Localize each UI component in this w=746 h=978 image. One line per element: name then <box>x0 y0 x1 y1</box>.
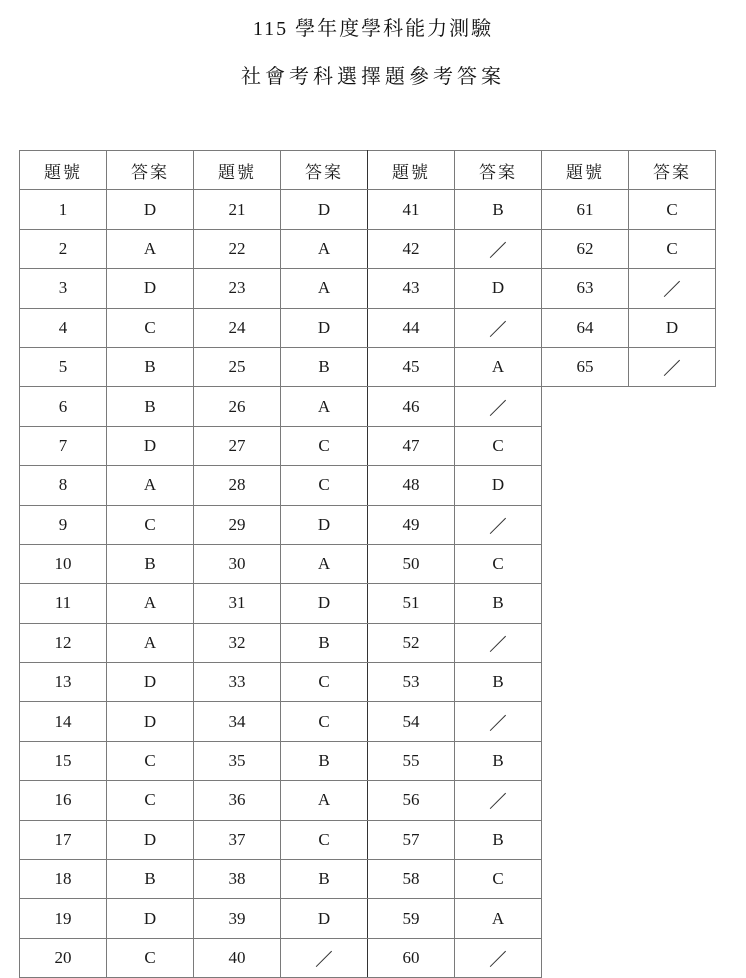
question-number-cell: 21 <box>194 190 281 229</box>
question-number-cell: 13 <box>20 663 107 702</box>
question-number-cell: 1 <box>20 190 107 229</box>
question-number-cell: 29 <box>194 505 281 544</box>
answer-cell: B <box>281 741 368 780</box>
question-number-cell: 50 <box>368 544 455 583</box>
answer-cell: D <box>455 269 542 308</box>
answer-cell: A <box>281 269 368 308</box>
table-row <box>20 544 716 583</box>
empty-cell <box>542 387 629 426</box>
question-number-cell: 8 <box>20 466 107 505</box>
answer-cell: B <box>107 347 194 386</box>
question-number-cell: 32 <box>194 623 281 662</box>
answer-cell: A <box>281 544 368 583</box>
empty-cell <box>542 544 629 583</box>
empty-cell <box>629 899 716 938</box>
no-answer-slash-icon <box>316 950 332 968</box>
question-number-cell: 51 <box>368 584 455 623</box>
empty-cell <box>542 702 629 741</box>
question-number-cell: 17 <box>20 820 107 859</box>
answer-cell: B <box>455 741 542 780</box>
table-row <box>20 584 716 623</box>
answer-cell: C <box>629 190 716 229</box>
question-number-cell: 33 <box>194 663 281 702</box>
answer-cell: D <box>107 899 194 938</box>
header-question-number: 題號 <box>542 151 629 190</box>
answer-cell: C <box>455 860 542 899</box>
question-number-cell: 7 <box>20 426 107 465</box>
answer-cell: B <box>455 584 542 623</box>
answer-cell <box>455 308 542 347</box>
question-number-cell: 11 <box>20 584 107 623</box>
no-answer-slash-icon <box>664 359 680 377</box>
table-row <box>20 899 716 938</box>
answer-cell: B <box>455 190 542 229</box>
empty-cell <box>629 860 716 899</box>
answer-cell: B <box>107 544 194 583</box>
answer-cell: D <box>281 505 368 544</box>
empty-cell <box>629 702 716 741</box>
no-answer-slash-icon <box>490 399 506 417</box>
document-title: 115 學年度學科能力測驗 <box>252 18 494 40</box>
question-number-cell: 57 <box>368 820 455 859</box>
table-row <box>20 190 716 229</box>
answer-key-table <box>19 150 716 978</box>
question-number-cell: 35 <box>194 741 281 780</box>
answer-cell: D <box>107 702 194 741</box>
question-number-cell: 56 <box>368 781 455 820</box>
no-answer-slash-icon <box>490 320 506 338</box>
question-number-cell: 6 <box>20 387 107 426</box>
answer-cell: C <box>107 781 194 820</box>
answer-cell: D <box>281 899 368 938</box>
question-number-cell: 22 <box>194 229 281 268</box>
empty-cell <box>629 741 716 780</box>
question-number-cell: 62 <box>542 229 629 268</box>
question-number-cell: 48 <box>368 466 455 505</box>
answer-cell: C <box>107 308 194 347</box>
question-number-cell: 18 <box>20 860 107 899</box>
question-number-cell: 14 <box>20 702 107 741</box>
empty-cell <box>542 663 629 702</box>
empty-cell <box>542 466 629 505</box>
empty-cell <box>629 623 716 662</box>
question-number-cell: 24 <box>194 308 281 347</box>
answer-cell: A <box>107 466 194 505</box>
table-row <box>20 466 716 505</box>
no-answer-slash-icon <box>664 280 680 298</box>
question-number-cell: 53 <box>368 663 455 702</box>
answer-cell: C <box>281 663 368 702</box>
question-number-cell: 55 <box>368 741 455 780</box>
question-number-cell: 26 <box>194 387 281 426</box>
answer-cell: C <box>281 466 368 505</box>
answer-cell: D <box>107 426 194 465</box>
question-number-cell: 25 <box>194 347 281 386</box>
answer-cell: D <box>455 466 542 505</box>
question-number-cell: 36 <box>194 781 281 820</box>
answer-cell: A <box>281 387 368 426</box>
empty-cell <box>629 387 716 426</box>
table-row <box>20 505 716 544</box>
answer-cell: C <box>455 426 542 465</box>
answer-cell: D <box>281 308 368 347</box>
answer-cell: C <box>107 505 194 544</box>
empty-cell <box>542 820 629 859</box>
question-number-cell: 44 <box>368 308 455 347</box>
answer-cell <box>455 702 542 741</box>
no-answer-slash-icon <box>490 635 506 653</box>
answer-cell: B <box>281 347 368 386</box>
table-row <box>20 269 716 308</box>
answer-cell <box>629 347 716 386</box>
question-number-cell: 42 <box>368 229 455 268</box>
empty-cell <box>629 820 716 859</box>
answer-cell: A <box>107 584 194 623</box>
answer-cell: B <box>455 663 542 702</box>
empty-cell <box>542 505 629 544</box>
answer-cell: C <box>281 820 368 859</box>
question-number-cell: 40 <box>194 938 281 977</box>
question-number-cell: 2 <box>20 229 107 268</box>
answer-cell: A <box>455 347 542 386</box>
answer-cell: D <box>107 190 194 229</box>
answer-cell: B <box>455 820 542 859</box>
answer-cell: D <box>629 308 716 347</box>
question-number-cell: 28 <box>194 466 281 505</box>
question-number-cell: 31 <box>194 584 281 623</box>
question-number-cell: 9 <box>20 505 107 544</box>
answer-cell: B <box>107 387 194 426</box>
question-number-cell: 60 <box>368 938 455 977</box>
table-row <box>20 347 716 386</box>
question-number-cell: 10 <box>20 544 107 583</box>
question-number-cell: 4 <box>20 308 107 347</box>
header-question-number: 題號 <box>20 151 107 190</box>
no-answer-slash-icon <box>490 950 506 968</box>
answer-cell <box>629 269 716 308</box>
question-number-cell: 64 <box>542 308 629 347</box>
empty-cell <box>542 860 629 899</box>
answer-cell <box>455 387 542 426</box>
answer-cell: C <box>107 741 194 780</box>
empty-cell <box>542 938 629 977</box>
empty-cell <box>542 623 629 662</box>
answer-cell: B <box>107 860 194 899</box>
document-subtitle: 社會考科選擇題參考答案 <box>241 66 505 88</box>
answer-cell <box>455 781 542 820</box>
question-number-cell: 46 <box>368 387 455 426</box>
answer-cell: C <box>455 544 542 583</box>
question-number-cell: 3 <box>20 269 107 308</box>
header-question-number: 題號 <box>194 151 281 190</box>
header-answer: 答案 <box>629 151 716 190</box>
table-row <box>20 308 716 347</box>
question-number-cell: 5 <box>20 347 107 386</box>
question-number-cell: 15 <box>20 741 107 780</box>
empty-cell <box>629 938 716 977</box>
question-number-cell: 12 <box>20 623 107 662</box>
question-number-cell: 16 <box>20 781 107 820</box>
question-number-cell: 52 <box>368 623 455 662</box>
question-number-cell: 63 <box>542 269 629 308</box>
answer-cell <box>455 938 542 977</box>
answer-cell <box>455 505 542 544</box>
empty-cell <box>542 899 629 938</box>
answer-cell: B <box>281 860 368 899</box>
empty-cell <box>542 781 629 820</box>
answer-cell: D <box>107 663 194 702</box>
empty-cell <box>542 584 629 623</box>
empty-cell <box>629 544 716 583</box>
answer-cell: D <box>107 269 194 308</box>
table-row <box>20 663 716 702</box>
question-number-cell: 58 <box>368 860 455 899</box>
table-row <box>20 938 716 977</box>
question-number-cell: 41 <box>368 190 455 229</box>
empty-cell <box>629 584 716 623</box>
no-answer-slash-icon <box>490 714 506 732</box>
header-answer: 答案 <box>281 151 368 190</box>
empty-cell <box>542 741 629 780</box>
question-number-cell: 27 <box>194 426 281 465</box>
answer-cell: D <box>281 584 368 623</box>
question-number-cell: 45 <box>368 347 455 386</box>
answer-cell: C <box>281 702 368 741</box>
answer-cell: D <box>107 820 194 859</box>
question-number-cell: 39 <box>194 899 281 938</box>
answer-cell: A <box>455 899 542 938</box>
empty-cell <box>629 505 716 544</box>
empty-cell <box>629 781 716 820</box>
no-answer-slash-icon <box>490 517 506 535</box>
question-number-cell: 59 <box>368 899 455 938</box>
header-question-number: 題號 <box>368 151 455 190</box>
question-number-cell: 47 <box>368 426 455 465</box>
answer-cell: A <box>107 229 194 268</box>
question-number-cell: 49 <box>368 505 455 544</box>
question-number-cell: 65 <box>542 347 629 386</box>
question-number-cell: 54 <box>368 702 455 741</box>
answer-cell: A <box>281 781 368 820</box>
header-answer: 答案 <box>107 151 194 190</box>
table-row <box>20 702 716 741</box>
answer-cell: C <box>629 229 716 268</box>
answer-cell: C <box>107 938 194 977</box>
table-row <box>20 426 716 465</box>
question-number-cell: 20 <box>20 938 107 977</box>
no-answer-slash-icon <box>490 241 506 259</box>
empty-cell <box>629 426 716 465</box>
table-row <box>20 781 716 820</box>
answer-cell <box>455 229 542 268</box>
answer-cell <box>455 623 542 662</box>
question-number-cell: 37 <box>194 820 281 859</box>
answer-cell: D <box>281 190 368 229</box>
table-header-row <box>20 151 716 190</box>
question-number-cell: 23 <box>194 269 281 308</box>
table-row <box>20 229 716 268</box>
answer-cell <box>281 938 368 977</box>
table-row <box>20 860 716 899</box>
no-answer-slash-icon <box>490 792 506 810</box>
question-number-cell: 38 <box>194 860 281 899</box>
empty-cell <box>629 466 716 505</box>
question-number-cell: 30 <box>194 544 281 583</box>
table-row <box>20 387 716 426</box>
empty-cell <box>629 663 716 702</box>
question-number-cell: 34 <box>194 702 281 741</box>
table-row <box>20 820 716 859</box>
answer-cell: C <box>281 426 368 465</box>
table-row <box>20 623 716 662</box>
answer-cell: A <box>281 229 368 268</box>
answer-cell: A <box>107 623 194 662</box>
question-number-cell: 43 <box>368 269 455 308</box>
question-number-cell: 19 <box>20 899 107 938</box>
question-number-cell: 61 <box>542 190 629 229</box>
empty-cell <box>542 426 629 465</box>
table-row <box>20 741 716 780</box>
answer-cell: B <box>281 623 368 662</box>
header-answer: 答案 <box>455 151 542 190</box>
